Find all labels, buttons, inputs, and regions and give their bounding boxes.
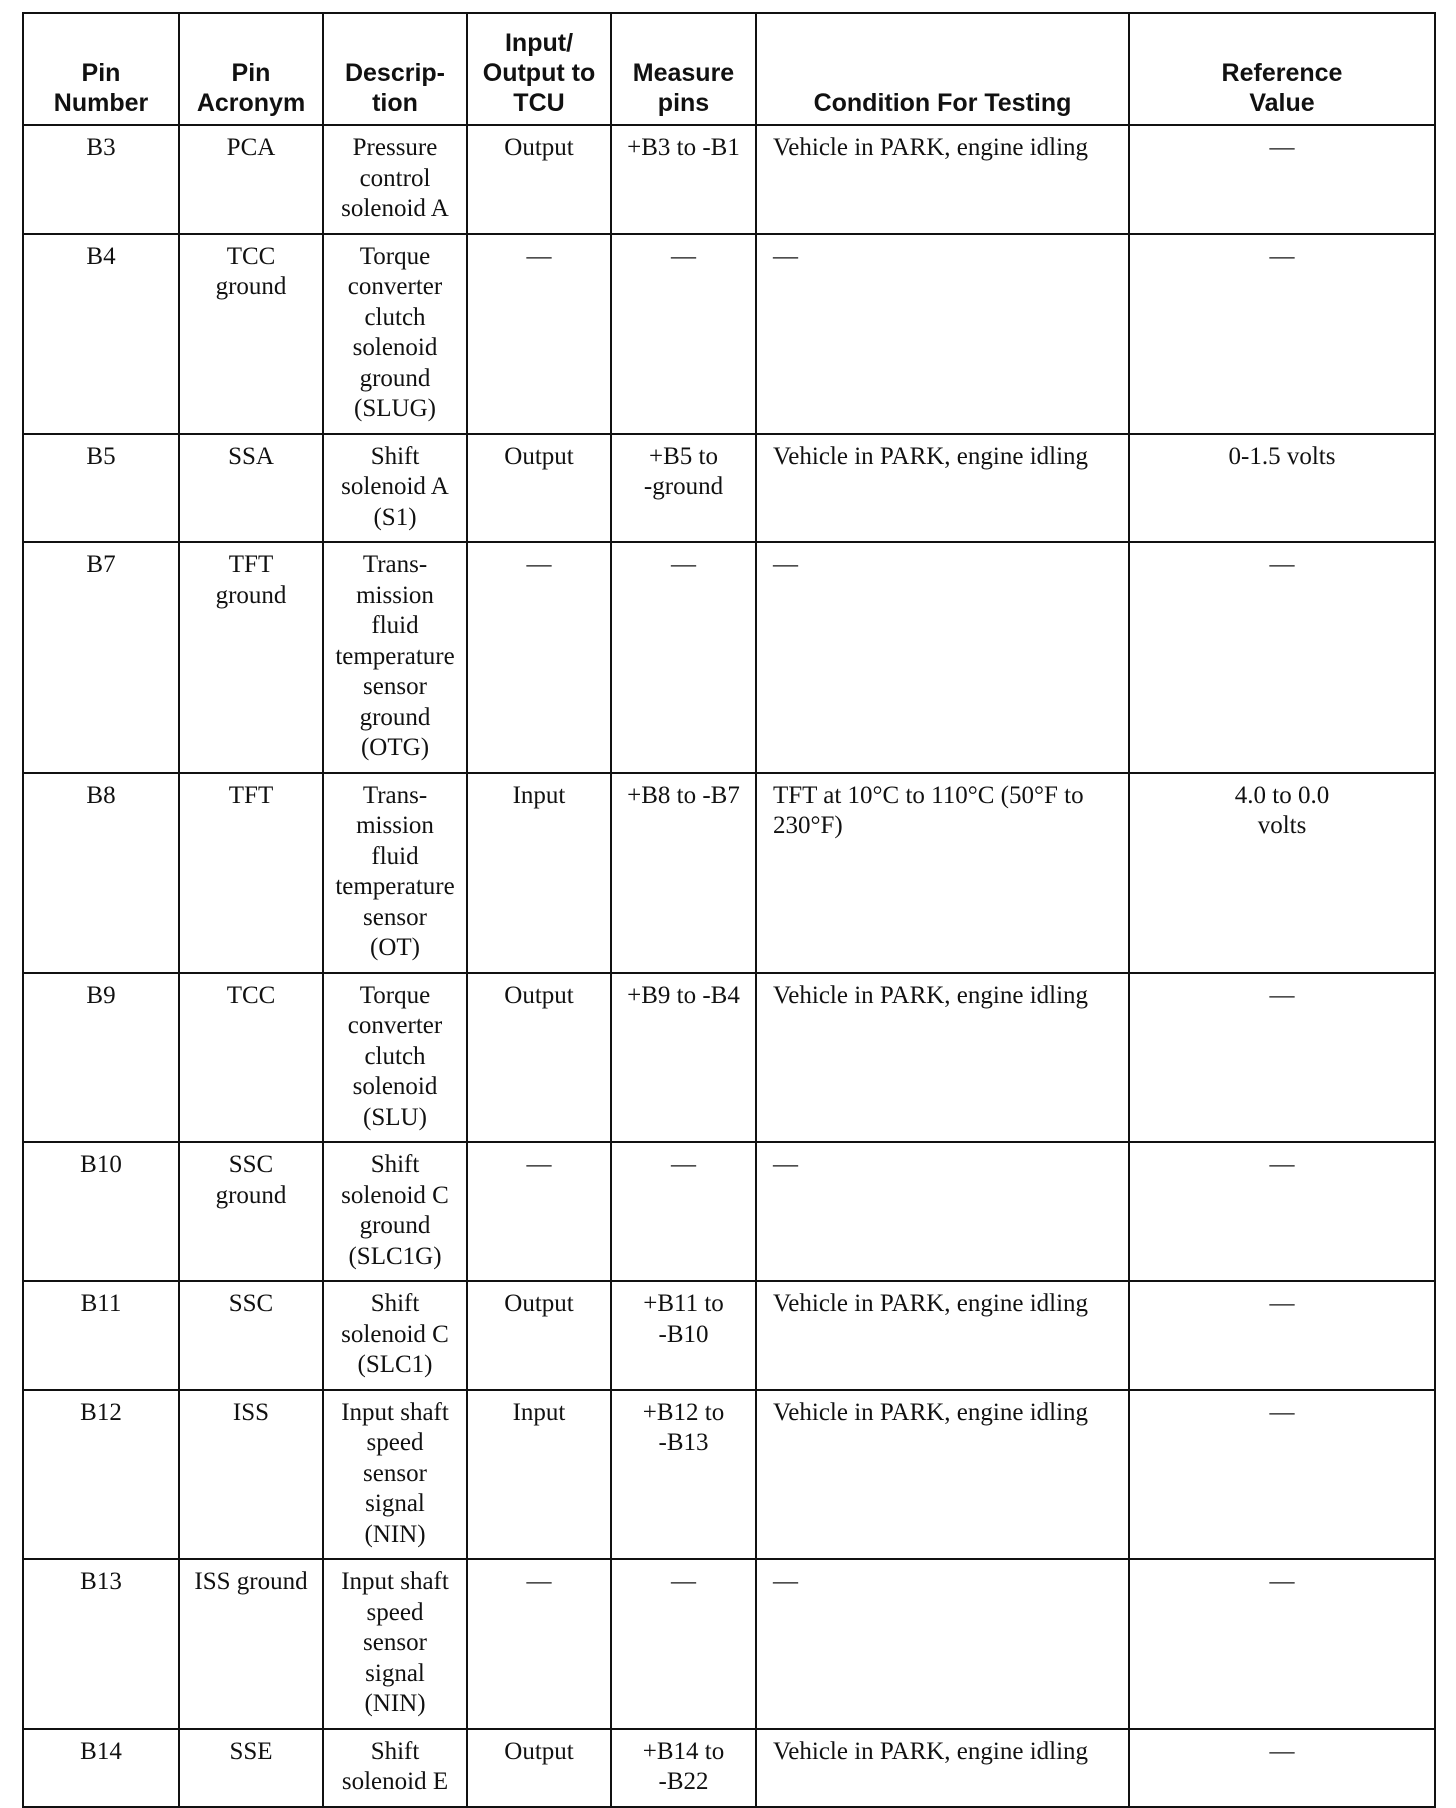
table-row [23,125,1435,234]
cell-text: speed [366,1429,424,1456]
cell-text: +B11 to [643,1290,724,1317]
header-line: Value [1249,89,1315,117]
pin-acronym-cell [179,1390,323,1560]
cell-text: B9 [86,981,116,1009]
cell-text: ISS [232,1398,270,1426]
cell-text: fluid [371,612,419,639]
measure-pins-cell [611,434,756,543]
table-row [23,773,1435,973]
cell-text: Torque [359,981,431,1009]
cell-text: B3 [86,134,116,161]
cell-text: Output [504,442,574,470]
cell-text: TCC [226,242,276,270]
condition-cell [756,1729,1129,1807]
header-line: Condition For Testing [813,89,1072,117]
cell-text: clutch [364,303,426,331]
pin-number-header [23,13,179,125]
condition-cell [756,434,1129,543]
condition-cell [756,125,1129,234]
cell-text: -B22 [658,1768,709,1795]
pin-number-cell [23,773,179,973]
pin-acronym-cell [179,1729,323,1807]
cell-text: +B8 to -B7 [627,781,740,809]
table-row [23,1281,1435,1390]
cell-text: Input shaft [341,1568,449,1595]
cell-text: Pressure [352,134,438,161]
header-line: Descrip- [344,59,446,87]
reference-value-cell [1129,542,1435,773]
measure-pins-cell [611,1729,756,1807]
io-cell [467,1390,611,1560]
pin-acronym-cell [179,1559,323,1729]
cell-text: Shift [370,1737,420,1765]
reference-value-cell [1129,1390,1435,1560]
pin-number-cell [23,1142,179,1281]
cell-text: (SLU) [363,1103,427,1131]
description-cell [323,1390,467,1560]
io-cell [467,542,611,773]
cell-text: TFT [228,551,274,578]
description-cell [323,542,467,773]
io-header [467,13,611,125]
condition-cell [756,773,1129,973]
reference-value-cell [1129,234,1435,434]
cell-text: — [671,551,696,578]
cell-text: ground [215,1181,287,1209]
io-cell [467,773,611,973]
header-line: Pin [81,59,121,87]
cell-text: +B14 to [642,1737,725,1765]
cell-text: +B9 to -B4 [627,981,740,1009]
table-row [23,1142,1435,1281]
table-row [23,1729,1435,1807]
cell-text: — [1269,551,1295,578]
cell-text: volts [1257,812,1307,839]
cell-text: +B5 to [649,442,718,470]
cell-text: — [526,551,552,578]
cell-text: (NIN) [364,1520,426,1548]
pin-number-cell [23,1729,179,1807]
cell-text: B12 [80,1398,122,1426]
cell-text: — [526,242,552,270]
cell-text: SSC [228,1151,274,1178]
cell-text: B14 [80,1737,122,1765]
io-cell [467,234,611,434]
pin-acronym-cell [179,125,323,234]
pin-number-cell [23,434,179,543]
pin-acronym-cell [179,1142,323,1281]
cell-text: +B3 to -B1 [627,134,740,161]
cell-text: solenoid A [341,195,449,222]
cell-text: Input shaft [341,1398,449,1426]
cell-text: — [671,242,696,270]
cell-text: SSA [228,442,274,470]
cell-text: B8 [86,781,116,809]
cell-text: ground [215,581,287,609]
cell-text: converter [347,1012,443,1039]
pin-acronym-cell [179,434,323,543]
header-line: Number [53,89,149,117]
cell-text: Output [504,134,574,161]
cell-text: Vehicle in PARK, engine idling [773,442,1089,470]
cell-text: Torque [359,242,431,270]
cell-text: (OTG) [360,734,430,761]
measure-pins-header [611,13,756,125]
cell-text: ground [359,703,431,731]
cell-text: B5 [86,442,116,470]
table-row [23,542,1435,773]
condition-cell [756,1281,1129,1390]
cell-text: — [1269,242,1295,270]
description-cell [323,973,467,1143]
description-header [323,13,467,125]
cell-text: PCA [226,134,276,161]
cell-text: converter [347,273,443,300]
pin-number-cell [23,542,179,773]
cell-text: B10 [80,1151,122,1178]
reference-value-header [1129,13,1435,125]
cell-text: — [1269,1737,1295,1765]
cell-text: solenoid A [341,473,449,500]
cell-text: TFT at 10°C to 110°C (50°F to [773,781,1084,809]
pin-acronym-cell [179,973,323,1143]
cell-text: — [1269,1290,1295,1317]
pin-number-cell [23,1390,179,1560]
cell-text: solenoid [352,1073,438,1100]
header-row [23,13,1435,125]
measure-pins-cell [611,542,756,773]
pin-number-cell [23,234,179,434]
cell-text: SSE [229,1737,273,1765]
table-row [23,973,1435,1143]
header-line: Output to [482,59,596,87]
cell-text: temperature [335,642,455,670]
cell-text: Vehicle in PARK, engine idling [773,1398,1089,1426]
cell-text: clutch [364,1042,426,1070]
cell-text: Vehicle in PARK, engine idling [773,981,1089,1009]
io-cell [467,1559,611,1729]
cell-text: (SLC1) [357,1351,433,1378]
cell-text: TCC [226,981,276,1009]
description-cell [323,234,467,434]
cell-text: B13 [80,1568,122,1595]
cell-text: sensor [363,903,427,931]
cell-text: (OT) [370,934,420,961]
reference-value-cell [1129,773,1435,973]
table-body [23,125,1435,1807]
reference-value-cell [1129,973,1435,1143]
cell-text: B4 [86,242,116,270]
measure-pins-cell [611,1142,756,1281]
cell-text: TFT [228,781,274,809]
table-row [23,1390,1435,1560]
cell-text: -B10 [658,1320,709,1348]
table-row [23,1559,1435,1729]
io-cell [467,125,611,234]
table-row [23,434,1435,543]
condition-cell [756,542,1129,773]
cell-text: — [671,1151,696,1178]
condition-cell [756,1559,1129,1729]
description-cell [323,434,467,543]
header-line: Acronym [196,89,306,117]
reference-value-cell [1129,1281,1435,1390]
condition-cell [756,973,1129,1143]
cell-text: — [773,551,798,578]
measure-pins-cell [611,973,756,1143]
cell-text: (S1) [373,503,417,531]
cell-text: Input [512,1398,566,1426]
cell-text: 4.0 to 0.0 [1234,781,1330,809]
cell-text: Shift [370,442,420,470]
pin-acronym-header [179,13,323,125]
cell-text: Shift [370,1290,420,1317]
cell-text: sensor [363,673,427,700]
description-cell [323,1281,467,1390]
reference-value-cell [1129,1142,1435,1281]
cell-text: Shift [370,1151,420,1178]
cell-text: -ground [643,473,724,500]
cell-text: Trans- [362,781,428,809]
cell-text: sensor [363,1629,427,1656]
reference-value-cell [1129,1729,1435,1807]
pin-number-cell [23,1559,179,1729]
cell-text: Output [504,1737,574,1765]
cell-text: B11 [80,1290,122,1317]
header-line: Reference [1221,59,1343,87]
cell-text: ISS ground [194,1568,308,1595]
description-cell [323,1559,467,1729]
condition-cell [756,1390,1129,1560]
cell-text: — [773,1568,798,1595]
pin-acronym-cell [179,773,323,973]
pin-acronym-cell [179,542,323,773]
measure-pins-cell [611,773,756,973]
cell-text: Trans- [362,551,428,578]
reference-value-cell [1129,434,1435,543]
cell-text: 230°F) [773,812,843,839]
io-cell [467,1729,611,1807]
description-cell [323,1729,467,1807]
cell-text: -B13 [658,1429,709,1456]
measure-pins-cell [611,1559,756,1729]
cell-text: ground [359,364,431,392]
measure-pins-cell [611,125,756,234]
pin-number-cell [23,1281,179,1390]
io-cell [467,1281,611,1390]
pin-acronym-cell [179,1281,323,1390]
cell-text: — [1269,981,1295,1009]
table-row [23,234,1435,434]
measure-pins-cell [611,234,756,434]
cell-text: (SLUG) [354,395,436,422]
cell-text: — [526,1151,552,1178]
cell-text: (SLC1G) [348,1242,442,1270]
measure-pins-cell [611,1390,756,1560]
tcu-pin-table [22,12,1436,1808]
pin-acronym-cell [179,234,323,434]
cell-text: (NIN) [364,1690,426,1717]
cell-text: Output [504,981,574,1009]
description-cell [323,125,467,234]
cell-text: fluid [371,842,419,870]
cell-text: — [1269,1151,1295,1178]
cell-text: 0-1.5 volts [1228,442,1336,470]
cell-text: solenoid [352,334,438,361]
cell-text: Output [504,1290,574,1317]
header-line: Input/ [504,29,574,57]
header-line: Pin [231,59,271,87]
reference-value-cell [1129,125,1435,234]
cell-text: mission [356,581,434,609]
cell-text: — [773,242,798,270]
header-line: pins [657,89,710,117]
cell-text: signal [365,1490,425,1517]
measure-pins-cell [611,1281,756,1390]
cell-text: B7 [86,551,116,578]
header-line: Measure [632,59,735,87]
cell-text: solenoid C [341,1320,449,1348]
cell-text: — [1269,134,1295,161]
cell-text: solenoid E [341,1768,449,1795]
cell-text: +B12 to [642,1398,725,1426]
description-cell [323,773,467,973]
cell-text: speed [366,1598,424,1626]
cell-text: — [1269,1568,1295,1595]
header-line: TCU [513,89,565,117]
cell-text: — [1269,1398,1295,1426]
pin-number-cell [23,125,179,234]
description-cell [323,1142,467,1281]
cell-text: signal [365,1659,425,1687]
reference-value-cell [1129,1559,1435,1729]
pin-number-cell [23,973,179,1143]
cell-text: — [671,1568,696,1595]
cell-text: Vehicle in PARK, engine idling [773,1290,1089,1317]
io-cell [467,434,611,543]
cell-text: ground [359,1212,431,1239]
condition-header [756,13,1129,125]
cell-text: SSC [228,1290,274,1317]
cell-text: sensor [363,1459,427,1487]
cell-text: Vehicle in PARK, engine idling [773,1737,1089,1765]
condition-cell [756,1142,1129,1281]
condition-cell [756,234,1129,434]
cell-text: control [359,164,431,192]
cell-text: Input [512,781,566,809]
cell-text: — [773,1151,798,1178]
cell-text: solenoid C [341,1181,449,1209]
cell-text: temperature [335,873,455,900]
cell-text: Vehicle in PARK, engine idling [773,134,1089,161]
io-cell [467,973,611,1143]
cell-text: — [526,1568,552,1595]
io-cell [467,1142,611,1281]
cell-text: ground [215,273,287,300]
cell-text: mission [356,812,434,839]
header-line: tion [372,89,418,117]
